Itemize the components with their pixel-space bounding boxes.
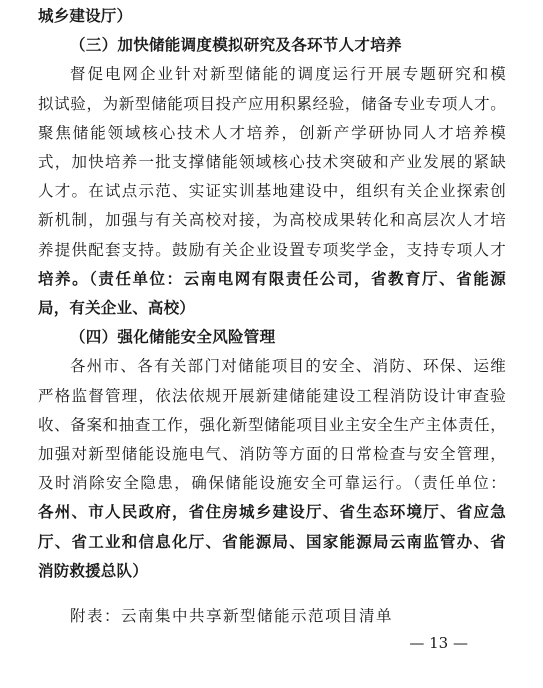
paragraph-line: 式，加快培养一批支撑储能领域核心技术突破和产业发展的紧缺 <box>38 153 506 171</box>
attachment-line: 附表：云南集中共享新型储能示范项目清单 <box>70 606 394 625</box>
paragraph-line: 加强对新型储能设施电气、消防等方面的日常检查与安全管理， <box>38 445 506 463</box>
responsibility-line: 厅、省工业和信息化厅、省能源局、国家能源局云南监管办、省 <box>38 531 506 551</box>
paragraph-line: 聚焦储能领域核心技术人才培养，创新产学研协同人才培养模 <box>38 123 506 142</box>
paragraph-line: 新机制，加强与有关高校对接，为高校成果转化和高层次人才培 <box>38 211 506 230</box>
responsibility-line: 培养。（责任单位：云南电网有限责任公司，省教育厅、省能源 <box>38 268 506 288</box>
paragraph-line: 养提供配套支持。鼓励有关企业设置专项奖学金，支持专项人才 <box>38 240 506 259</box>
paragraph-line: 拟试验，为新型储能项目投产应用积累经验，储备专业专项人才。 <box>38 94 506 113</box>
paragraph-line: 人才。在试点示范、实证实训基地建设中，组织有关企业探索创 <box>38 182 506 201</box>
page-number: — 13 — <box>409 633 468 652</box>
paragraph-line: 严格监督管理，依法依规开展新建储能建设工程消防设计审查验 <box>38 386 506 405</box>
paragraph-line: 各州市、各有关部门对储能项目的安全、消防、环保、运维 <box>70 357 506 376</box>
responsibility-line: 消防救援总队） <box>38 560 148 580</box>
paragraph-line: 及时消除安全隐患，确保储能设施安全可靠运行。（责任单位： <box>38 474 506 493</box>
responsibility-line: 局，有关企业、高校） <box>38 298 196 317</box>
section-3-heading: （三）加快储能调度模拟研究及各环节人才培养 <box>70 35 402 55</box>
paragraph-line: 督促电网企业针对新型储能的调度运行开展专题研究和模 <box>70 65 506 84</box>
continued-text-line: 城乡建设厅） <box>38 6 133 25</box>
section-4-heading: （四）强化储能安全风险管理 <box>70 327 276 347</box>
paragraph-line: 收、备案和抽查工作，强化新型储能项目业主安全生产主体责任， <box>38 415 506 434</box>
responsibility-line: 各州、市人民政府，省住房城乡建设厅、省生态环境厅、省应急 <box>38 502 506 522</box>
